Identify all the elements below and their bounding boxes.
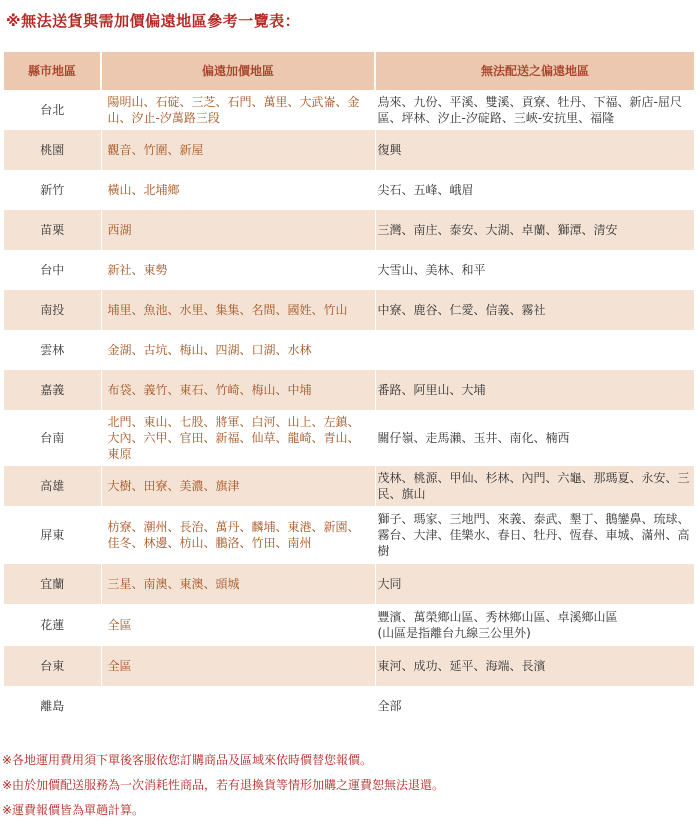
surcharge-areas-cell: 新社、東勢 [101,250,375,290]
notes-section [2,748,698,823]
header-undeliverable-areas: 無法配送之偏遠地區 [375,52,694,90]
city-cell: 花蓮 [40,618,65,632]
undeliverable-areas-cell: 全部 [375,686,694,726]
undeliverable-areas-cell: 大雪山、美林、和平 [375,250,694,290]
surcharge-areas-cell: 橫山、北埔鄉 [101,170,375,210]
surcharge-areas-cell: 大樹、田寮、美濃、旗津 [101,466,375,506]
surcharge-areas-cell: 三星、南澳、東澳、頭城 [101,564,375,604]
table-row [4,686,694,726]
city-cell: 屏東 [40,528,65,542]
undeliverable-areas-cell: 番路、阿里山、大埔 [375,370,694,410]
city-cell: 離島 [40,699,65,713]
city-cell: 台東 [4,646,101,686]
table-row [4,250,694,290]
city-cell: 南投 [4,290,101,330]
table-row [4,130,694,170]
undeliverable-areas-cell: 烏來、九份、平溪、雙溪、貢寮、牡丹、下福、新店-屈尺區、坪林、汐止-汐碇路、三峽-安抗里、福隆 [375,90,694,130]
city-cell: 雲林 [40,343,65,357]
remote-area-table [4,52,694,726]
table-row [4,466,694,506]
surcharge-areas-cell: 西湖 [101,210,375,250]
table-header-row [4,52,694,90]
city-cell: 台中 [40,263,65,277]
table-row [4,564,694,604]
note-quote: ※各地運用費用須下單後客服依您訂購商品及區域來依時價替您報價。 [2,753,373,767]
table-row [4,330,694,370]
undeliverable-areas-cell: 大同 [375,564,694,604]
page-title: ※無法送貨與需加價偏遠地區參考一覽表： [6,12,301,30]
city-cell: 苗栗 [4,210,101,250]
undeliverable-areas-cell: 東河、成功、延平、海端、長濱 [375,646,694,686]
note-one-way: ※運費報價皆為單趟計算。 [2,803,145,817]
undeliverable-areas-cell: 復興 [375,130,694,170]
surcharge-areas-cell: 全區 [101,646,375,686]
undeliverable-areas-cell [375,330,694,370]
undeliverable-areas-cell: 三灣、南庄、泰安、大湖、卓蘭、獅潭、清安 [375,210,694,250]
city-cell: 台北 [40,103,65,117]
city-cell: 桃園 [4,130,101,170]
city-cell: 宜蘭 [4,564,101,604]
table-row [4,210,694,250]
city-cell: 嘉義 [4,370,101,410]
city-cell: 新竹 [40,183,65,197]
surcharge-areas-cell: 觀音、竹圍、新屋 [101,130,375,170]
table-row [4,506,694,564]
undeliverable-areas-cell: 關仔嶺、走馬瀨、玉井、南化、楠西 [375,410,694,466]
table-row [4,90,694,130]
city-cell: 高雄 [4,466,101,506]
surcharge-areas-cell: 陽明山、石碇、三芝、石門、萬里、大武崙、金山、汐止-汐萬路三段 [101,90,375,130]
surcharge-areas-cell: 布袋、義竹、東石、竹崎、梅山、中埔 [101,370,375,410]
table-row [4,646,694,686]
surcharge-areas-cell: 金湖、古坑、梅山、四湖、口湖、水林 [101,330,375,370]
surcharge-areas-cell: 全區 [101,604,375,646]
surcharge-areas-cell: 埔里、魚池、水里、集集、名間、國姓、竹山 [101,290,375,330]
table-row [4,604,694,646]
undeliverable-areas-cell: 茂林、桃源、甲仙、杉林、內門、六龜、那瑪夏、永安、三民、旗山 [375,466,694,506]
header-city: 縣市地區 [4,52,101,90]
table-row [4,410,694,466]
surcharge-areas-cell: 北門、東山、七股、將軍、白河、山上、左鎮、大內、六甲、官田、新福、仙草、龍崎、青山、東原 [101,410,375,466]
table-row [4,170,694,210]
undeliverable-areas-cell: 中寮、鹿谷、仁愛、信義、霧社 [375,290,694,330]
table-row [4,290,694,330]
table-row [4,370,694,410]
note-refund: ※由於加價配送服務為一次消耗性商品，若有退換貨等情形加購之運費恕無法退還。 [2,778,445,792]
surcharge-areas-cell [101,686,375,726]
surcharge-areas-cell: 枋寮、潮州、長治、萬丹、麟埔、東港、新園、佳冬、林邊、枋山、鵬洛、竹田、南州 [101,506,375,564]
undeliverable-areas-cell: 尖石、五峰、峨眉 [375,170,694,210]
city-cell: 台南 [40,431,65,445]
undeliverable-areas-cell: 獅子、瑪家、三地門、來義、泰武、墾丁、鵝鑾鼻、琉球、霧台、大津、佳樂水、春日、牡丹、恆春、車城、滿州、高樹 [375,506,694,564]
undeliverable-areas-cell: 豐濱、萬榮鄉山區、秀林鄉山區、卓溪鄉山區 (山區是指離台九線三公里外) [375,604,694,646]
header-surcharge-areas: 偏遠加價地區 [101,52,375,90]
